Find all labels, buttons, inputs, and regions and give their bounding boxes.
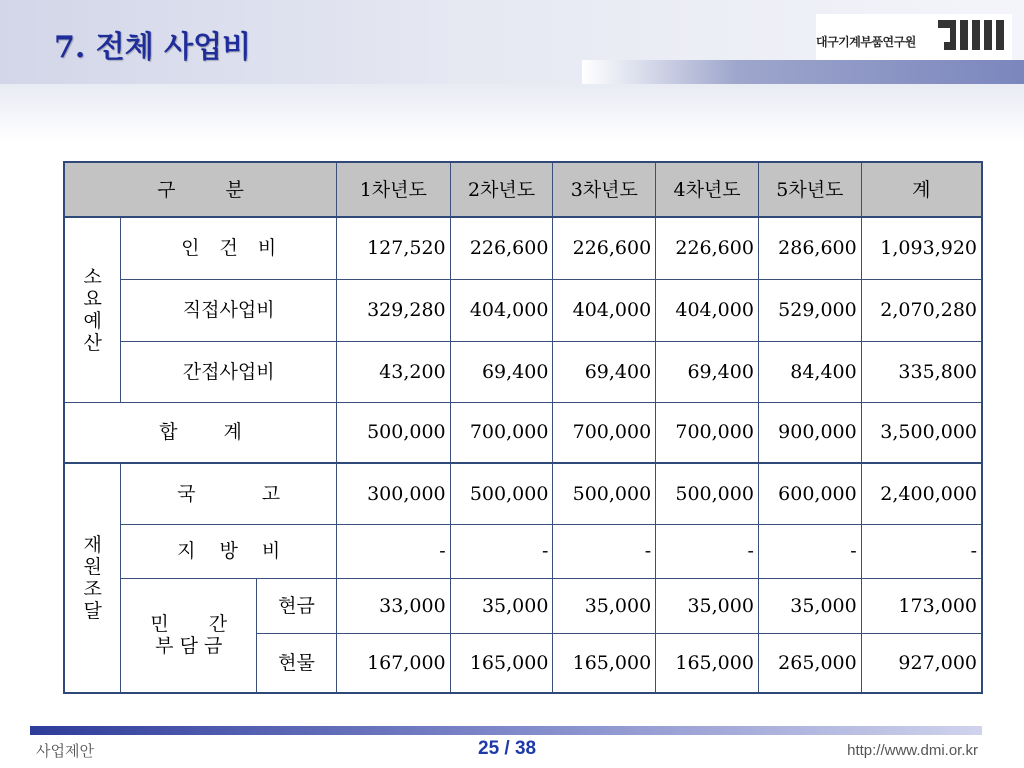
cell: 500,000 [553,463,656,524]
logo [816,14,1012,60]
cell: - [450,524,553,578]
cell: 700,000 [656,402,759,463]
cell: 265,000 [758,633,861,693]
cell: 35,000 [656,578,759,633]
col-header-total: 계 [861,162,982,217]
col-header-year5: 5차년도 [758,162,861,217]
cell: 500,000 [336,402,450,463]
cell: 127,520 [336,217,450,279]
col-header-category: 구 분 [64,162,336,217]
group-label-funding: 재원조달 [64,463,121,693]
header-row [64,162,982,217]
cell: 35,000 [450,578,553,633]
total-label: 합 계 [64,402,336,463]
cell: 2,070,280 [861,279,982,341]
cell: 286,600 [758,217,861,279]
cell: 529,000 [758,279,861,341]
cell: 900,000 [758,402,861,463]
col-header-year1: 1차년도 [336,162,450,217]
header-rule [582,60,1024,84]
table-row [64,524,982,578]
group-label-budget: 소요예산 [64,217,121,402]
table-row [64,279,982,341]
row-label: 국 고 [121,463,337,524]
private-label: 민 간 부 담 금 [121,578,257,693]
total-row [64,402,982,463]
cell: 700,000 [553,402,656,463]
cell: 2,400,000 [861,463,982,524]
cell: 226,600 [553,217,656,279]
cell: - [656,524,759,578]
footer-url[interactable]: http://www.dmi.or.kr [847,742,978,759]
cell: 69,400 [553,341,656,402]
table-row [64,463,982,524]
cell: 404,000 [553,279,656,341]
header-fade [0,84,1024,144]
cell: 927,000 [861,633,982,693]
page-number: 25 / 38 [478,738,537,759]
logo-mark-icon [936,16,1008,52]
col-header-year3: 3차년도 [553,162,656,217]
cell: 500,000 [656,463,759,524]
page-title: 7. 전체 사업비 [54,30,252,65]
cell: 226,600 [450,217,553,279]
row-label: 직접사업비 [121,279,337,341]
cell: 35,000 [758,578,861,633]
cell: 69,400 [450,341,553,402]
cell: 1,093,920 [861,217,982,279]
row-label: 지 방 비 [121,524,337,578]
logo-text: 대구기계부품연구원 [816,35,916,49]
footer-bar [30,726,982,735]
cell: 165,000 [656,633,759,693]
cell: 404,000 [450,279,553,341]
cell: 173,000 [861,578,982,633]
cell: - [861,524,982,578]
table-row [64,578,982,633]
table-row [64,217,982,279]
cell: - [553,524,656,578]
cell: 69,400 [656,341,759,402]
footer-section-label: 사업제안 [36,742,94,760]
row-label: 인 건 비 [121,217,337,279]
cell: 165,000 [450,633,553,693]
row-label: 현금 [257,578,337,633]
row-label: 간접사업비 [121,341,337,402]
cell: 500,000 [450,463,553,524]
col-header-year4: 4차년도 [656,162,759,217]
cell: 700,000 [450,402,553,463]
row-label: 현물 [257,633,337,693]
cell: 167,000 [336,633,450,693]
cell: 600,000 [758,463,861,524]
cell: 43,200 [336,341,450,402]
cell: 165,000 [553,633,656,693]
cell: - [758,524,861,578]
cell: 226,600 [656,217,759,279]
cell: 33,000 [336,578,450,633]
cell: 329,280 [336,279,450,341]
cell: 335,800 [861,341,982,402]
cell: 3,500,000 [861,402,982,463]
budget-table [63,161,983,694]
cell: 404,000 [656,279,759,341]
cell: 35,000 [553,578,656,633]
table-row [64,341,982,402]
col-header-year2: 2차년도 [450,162,553,217]
cell: 300,000 [336,463,450,524]
cell: - [336,524,450,578]
cell: 84,400 [758,341,861,402]
